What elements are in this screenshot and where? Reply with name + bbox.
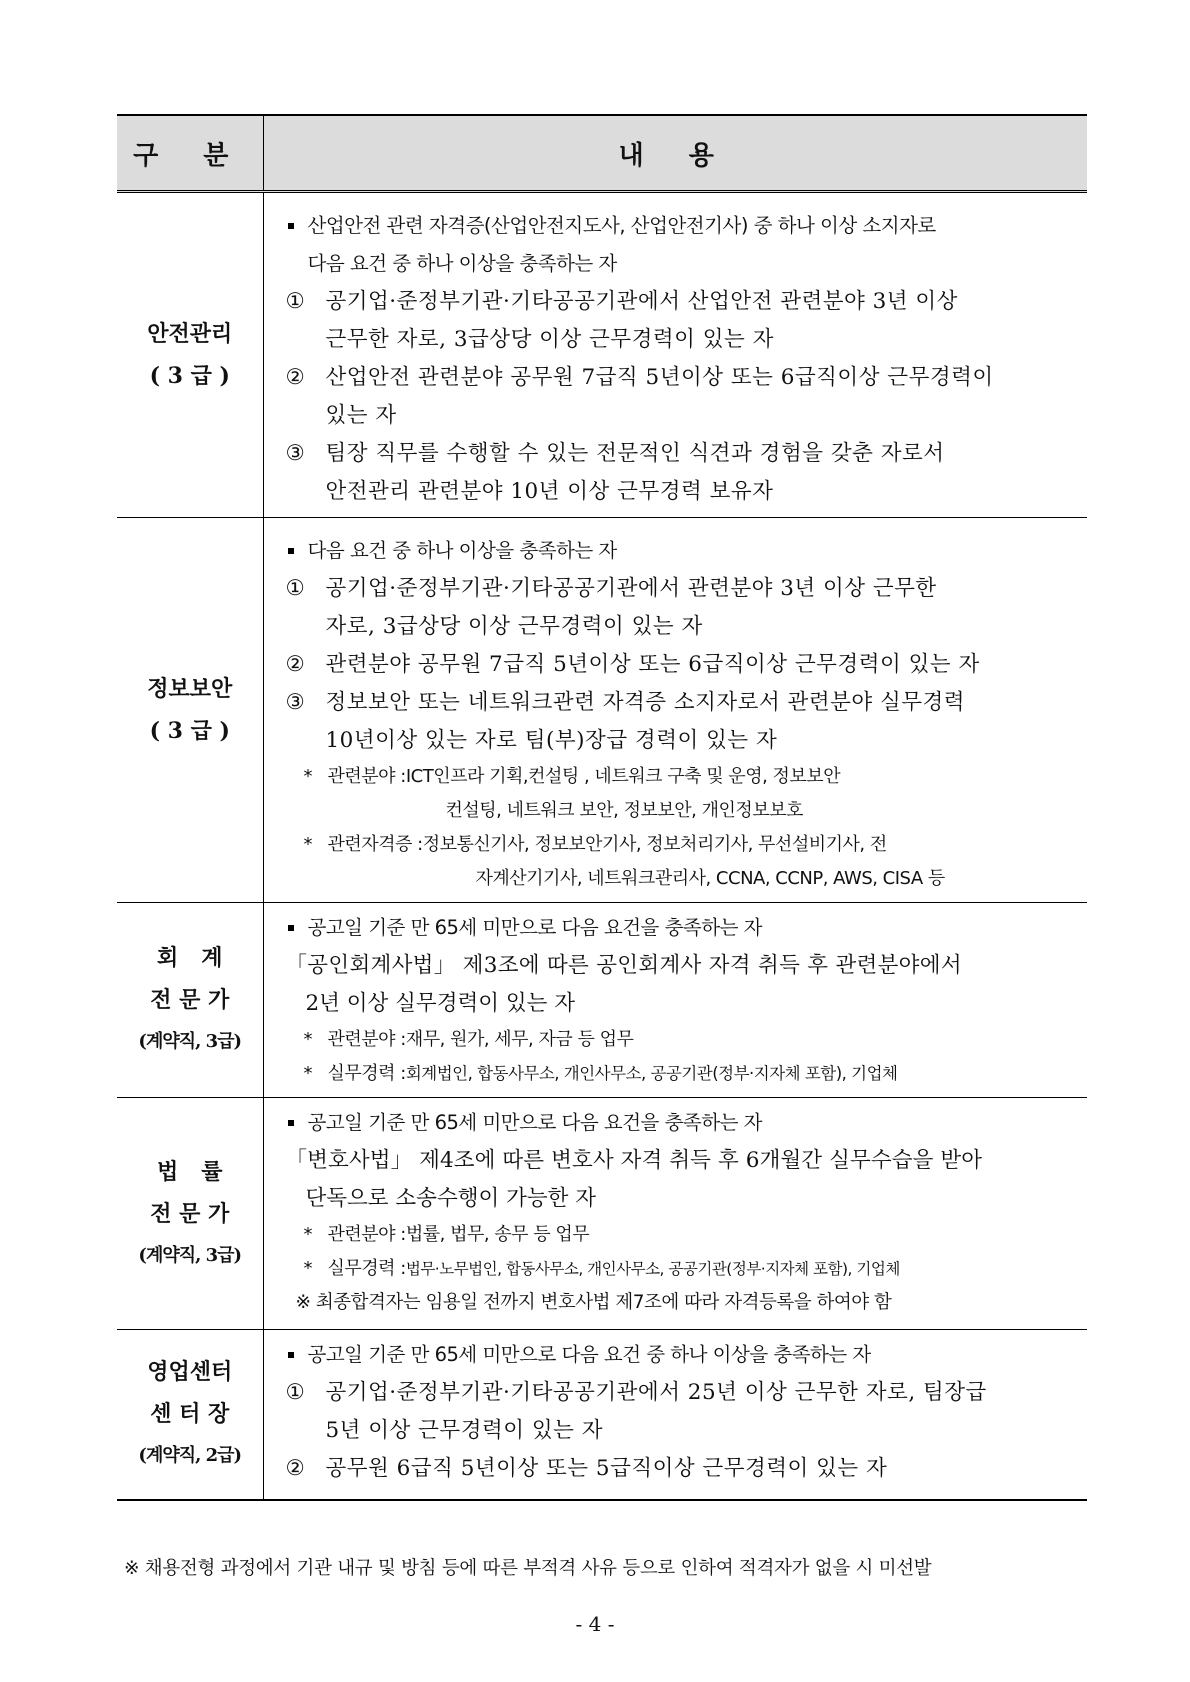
bullet-text: 공고일 기준 만 65세 미만으로 다음 요건을 충족하는 자 (286, 909, 1082, 947)
header-category: 구 분 (117, 115, 263, 192)
category-name-2: 전 문 가 (150, 1200, 230, 1227)
footnote: ※ 채용전형 과정에서 기관 내규 및 방침 등에 따른 부적격 사유 등으로 인하여 적격자가 없을 시 미선발 (124, 1558, 932, 1579)
list-item: ① 공기업·준정부기관·기타공공기관에서 관련분야 3년 이상 근무한 (285, 576, 937, 601)
note-item: * 관련분야 : 재무, 원가, 세무, 자금 등 업무 (303, 1029, 634, 1050)
content-cell (263, 192, 1087, 518)
list-item: ① 공기업·준정부기관·기타공공기관에서 산업안전 관련분야 3년 이상 (285, 289, 958, 314)
category-name: 안전관리 (147, 321, 233, 347)
content-cell (263, 1098, 1087, 1330)
page-number: - 4 - (575, 1612, 615, 1636)
table-header-row (117, 115, 1087, 192)
list-item-cont: 10년이상 있는 자로 팀(부)장급 경력이 있는 자 (325, 728, 778, 753)
paragraph: 「공인회계사법」 제3조에 따른 공인회계사 자격 취득 후 관련분야에서 (285, 953, 962, 978)
category-name-2: 센 터 장 (150, 1401, 230, 1428)
list-item-cont: 5년 이상 근무경력이 있는 자 (325, 1418, 603, 1443)
category-name: 법 률 (157, 1158, 223, 1185)
header-content: 내 용 (263, 115, 1087, 192)
category-cell (117, 1330, 263, 1500)
category-name-2: 전 문 가 (150, 987, 230, 1013)
note-item: * 관련자격증 : 정보통신기사, 정보보안기사, 정보처리기사, 무선설비기사, 전 (303, 834, 887, 855)
list-item: ② 공무원 6급직 5년이상 또는 5급직이상 근무경력이 있는 자 (285, 1456, 888, 1481)
note-item-cont: 자계산기기사, 네트워크관리사, CCNA, CCNP, AWS, CISA 등 (475, 868, 945, 889)
list-item: ② 산업안전 관련분야 공무원 7급직 5년이상 또는 6급직이상 근무경력이 (285, 365, 994, 390)
requirements-table (117, 114, 1087, 1501)
category-grade: ( 3 급 ) (149, 363, 230, 389)
content-cell (263, 518, 1087, 903)
category-name: 정보보안 (147, 676, 233, 702)
table-row (117, 518, 1087, 903)
bullet-text: 다음 요건 중 하나 이상을 충족하는 자 (286, 532, 1082, 570)
category-grade: ( 3 급 ) (149, 718, 230, 744)
remark: ※ 최종합격자는 임용일 전까지 변호사법 제7조에 따라 자격등록을 하여야 함 (295, 1292, 892, 1313)
table-row (117, 1330, 1087, 1500)
bullet-text: 공고일 기준 만 65세 미만으로 다음 요건을 충족하는 자 (286, 1104, 1082, 1142)
table-row (117, 903, 1087, 1098)
list-item-cont: 자로, 3급상당 이상 근무경력이 있는 자 (325, 614, 703, 639)
list-item-cont: 있는 자 (325, 403, 397, 428)
paragraph-cont: 2년 이상 실무경력이 있는 자 (305, 991, 575, 1016)
bullet-text: 산업안전 관련 자격증(산업안전지도사, 산업안전기사) 중 하나 이상 소지자로 (286, 207, 1082, 245)
list-item: ③ 정보보안 또는 네트워크관련 자격증 소지자로서 관련분야 실무경력 (285, 690, 966, 715)
note-item: * 관련분야 : ICT인프라 기획,컨설팅 , 네트워크 구축 및 운영, 정보보안 (303, 766, 841, 787)
category-cell (117, 518, 263, 903)
list-item: ① 공기업·준정부기관·기타공공기관에서 25년 이상 근무한 자로, 팀장급 (285, 1380, 987, 1405)
note-item: * 관련분야 : 법률, 법무, 송무 등 업무 (303, 1224, 590, 1245)
note-item: * 실무경력 : 법무·노무법인, 합동사무소, 개인사무소, 공공기관(정부·지자체 포함), 기업체 (303, 1258, 900, 1279)
paragraph: 「변호사법」 제4조에 따른 변호사 자격 취득 후 6개월간 실무수습을 받아 (285, 1148, 983, 1173)
category-name: 영업센터 (147, 1359, 233, 1386)
bullet-continuation: 다음 요건 중 하나 이상을 충족하는 자 (307, 252, 617, 275)
list-item-cont: 근무한 자로, 3급상당 이상 근무경력이 있는 자 (325, 327, 774, 352)
note-item-cont: 컨설팅, 네트워크 보안, 정보보안, 개인정보보호 (445, 800, 803, 821)
bullet-text: 공고일 기준 만 65세 미만으로 다음 요건 중 하나 이상을 충족하는 자 (286, 1336, 1082, 1374)
list-item: ② 관련분야 공무원 7급직 5년이상 또는 6급직이상 근무경력이 있는 자 (285, 652, 980, 677)
category-name: 회 계 (157, 945, 223, 971)
content-cell (263, 1330, 1087, 1500)
category-grade: (계약직, 3급) (138, 1031, 242, 1052)
list-item: ③ 팀장 직무를 수행할 수 있는 전문적인 식견과 경험을 갖춘 자로서 (285, 441, 945, 466)
table-row (117, 1098, 1087, 1330)
category-grade: (계약직, 2급) (138, 1445, 242, 1467)
category-cell (117, 192, 263, 518)
note-item: * 실무경력 : 회계법인, 합동사무소, 개인사무소, 공공기관(정부·지자체 포함), 기업체 (303, 1063, 898, 1084)
category-cell (117, 903, 263, 1098)
table-row (117, 192, 1087, 518)
category-grade: (계약직, 3급) (138, 1244, 242, 1266)
category-cell (117, 1098, 263, 1330)
content-cell (263, 903, 1087, 1098)
list-item-cont: 안전관리 관련분야 10년 이상 근무경력 보유자 (325, 479, 774, 504)
paragraph-cont: 단독으로 소송수행이 가능한 자 (305, 1186, 597, 1211)
